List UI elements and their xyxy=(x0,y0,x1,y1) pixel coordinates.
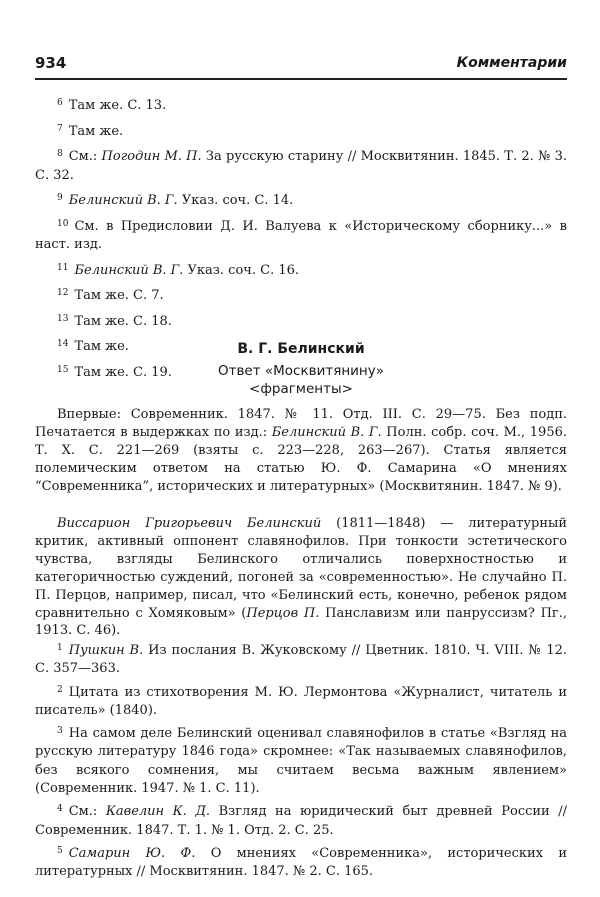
footnote-number: 11 xyxy=(57,262,69,273)
author-biography: Виссарион Григорьевич Белинский (1811—1848) — литературный критик, активный оппонент славянофилов. При тонкости эстетического чувства, взгляды Белинского отличались поверхностностью и категоричностью суждений, погоней за «современностью». Не случайно П. П. Перцов, например, писал, что «Белинский есть, конечно, ребенок рядом сравнительно с Хомяковым» (Перцов П. Панславизм или панруссизм? Пг., 1913. С. 46). xyxy=(35,516,568,639)
footnote: $^1$ Пушкин В. Из послания В. Жуковскому // Цветник. 1810. Ч. VIII. № 12. С. 357—363. xyxy=(35,643,567,677)
footnote: $^7$ Там же. xyxy=(57,123,124,139)
footnote: $^{15}$ Там же. С. 19. xyxy=(57,364,172,380)
footnote-number: 14 xyxy=(57,339,69,349)
section-author: В. Г. Белинский xyxy=(237,341,365,357)
footnote: $^{13}$ Там же. С. 18. xyxy=(57,313,172,329)
footnote-number: 15 xyxy=(57,364,69,375)
footnote: $^{10}$ См. в Предисловии Д. И. Валуева к «Историческому сборнику...» в наст. изд. xyxy=(35,218,567,252)
footnote-number: 8 xyxy=(57,149,63,159)
footnote: $^6$ Там же. С. 13. xyxy=(57,98,167,113)
footnote-number: 1 xyxy=(57,643,63,653)
footnote: $^{12}$ Там же. С. 7. xyxy=(57,288,164,303)
footnote: $^5$ Самарин Ю. Ф. О мнениях «Современника», исторических и литературных // Москвитянин. 1847. № 2. С. 165. xyxy=(35,845,567,880)
footnote-number: 2 xyxy=(57,684,63,695)
footnote: $^{14}$ Там же. xyxy=(57,339,129,354)
footnote: $^4$ См.: Кавелин К. Д. Взгляд на юридический быт древней России // Современник. 1847. Т. 1. № 1. Отд. 2. С. 25. xyxy=(35,804,567,838)
footnote: $^8$ См.: Погодин М. П. За русскую старину // Москвитянин. 1845. Т. 2. № 3. С. 32. xyxy=(35,149,567,183)
footnote: $^3$ На самом деле Белинский оценивал славянофилов в статье «Взгляд на русскую литературу 1846 года» скромнее: «Так называемых славянофилов, без всякого сомнения, мы считаем весьма важным явлением» (Современник. 1947. № 1. С. 11). xyxy=(35,726,567,797)
footnote-number: 5 xyxy=(57,845,63,856)
footnote-number: 10 xyxy=(57,218,69,229)
footnote-number: 12 xyxy=(57,288,69,298)
footnote: $^{11}$ Белинский В. Г. Указ. соч. С. 16. xyxy=(57,262,300,278)
footnote-number: 4 xyxy=(57,804,63,815)
footnote-number: 6 xyxy=(57,98,63,108)
work-subtitle: <фрагменты> xyxy=(249,381,353,397)
footnote-number: 3 xyxy=(57,726,63,737)
footnote-number: 9 xyxy=(57,193,63,203)
footnotes-bottom xyxy=(35,639,567,884)
footnote: $^9$ Белинский В. Г. Указ. соч. С. 14. xyxy=(57,193,294,208)
footnote-number: 7 xyxy=(57,123,63,134)
footnote-number: 13 xyxy=(57,313,69,324)
section-title: Комментарии xyxy=(456,55,567,71)
running-header xyxy=(35,52,567,80)
page-number: 934 xyxy=(35,54,67,72)
work-title: Ответ «Москвитянину» xyxy=(217,363,385,379)
publication-note: Впервые: Современник. 1847. № 11. Отд. III. С. 29—75. Без подп. Печатается в выдержках по изд.: Белинский В. Г. Полн. собр. соч. М., 1956. Т. X. С. 221—269 (взяты с. 223—228, 263—267). Статья является полемическим ответом на статью Ю. Ф. Самарина «О мнениях “Современника”, исторических и литературных» (Москвитянин. 1847. № 9). xyxy=(35,407,567,494)
footnote: $^2$ Цитата из стихотворения М. Ю. Лермонтова «Журналист, читатель и писатель» (1840). xyxy=(35,684,567,718)
